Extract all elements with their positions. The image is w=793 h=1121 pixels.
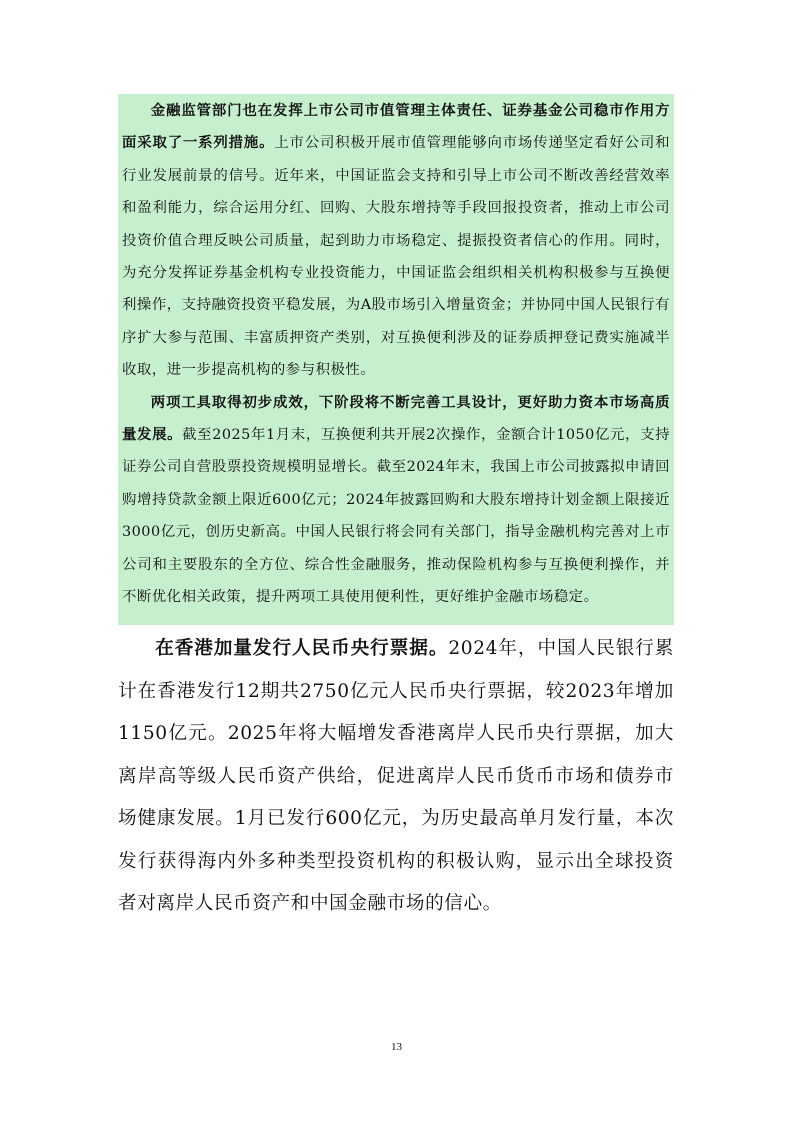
- main-paragraph-1: [118, 628, 674, 926]
- box-paragraph-2: [122, 387, 670, 614]
- main-paragraph-1-heading: 在香港加量发行人民币央行票据。: [155, 638, 449, 659]
- box-paragraph-1-text: 上市公司积极开展市值管理能够向市场传递坚定看好公司和行业发展前景的信号。近年来，中国证监会支持和引导上市公司不断改善经营效率和盈利能力，综合运用分红、回购、大股东增持等手段回报投资者，推动上市公司投资价值合理反映公司质量，起到助力市场稳定、提振投资者信心的作用。同时，为充分发挥证券基金机构专业投资能力，中国证监会组织相关机构积极参与互换便利操作，支持融资投资平稳发展，为A股市场引入增量资金；并协同中国人民银行有序扩大参与范围、丰富质押资产类别，对互换便利涉及的证券质押登记费实施减半收取，进一步提高机构的参与积极性。: [122, 135, 670, 379]
- highlighted-box: [118, 94, 674, 625]
- box-paragraph-2-heading: 两项工具取得初步成效，下阶段将不断完善工具设计，更好助力资本市场高质量发展。: [122, 393, 670, 444]
- box-paragraph-1: [122, 94, 670, 387]
- main-paragraph-1-text: 2024年，中国人民银行累计在香港发行12期共2750亿元人民币央行票据，较2023年增加1150亿元。2025年将大幅增发香港离岸人民币央行票据，加大离岸高等级人民币资产供给，促进离岸人民币货币市场和债券市场健康发展。1月已发行600亿元，为历史最高单月发行量，本次发行获得海内外多种类型投资机构的积极认购，显示出全球投资者对离岸人民币资产和中国金融市场的信心。: [118, 638, 674, 914]
- page-number: 13: [391, 1041, 402, 1053]
- box-paragraph-1-heading: 金融监管部门也在发挥上市公司市值管理主体责任、证券基金公司稳市作用方面采取了一系列措施。: [122, 102, 670, 152]
- main-body: [118, 628, 674, 926]
- box-paragraph-2-text: 截至2025年1月末，互换便利共开展2次操作，金额合计1050亿元，支持证券公司自营股票投资规模明显增长。截至2024年末，我国上市公司披露拟申请回购增持贷款金额上限近600亿元；2024年披露回购和大股东增持计划金额上限接近3000亿元，创历史新高。中国人民银行将会同有关部门，指导金融机构完善对上市公司和主要股东的全方位、综合性金融服务，推动保险机构参与互换便利操作，并不断优化相关政策，提升两项工具使用便利性，更好维护金融市场稳定。: [122, 427, 670, 606]
